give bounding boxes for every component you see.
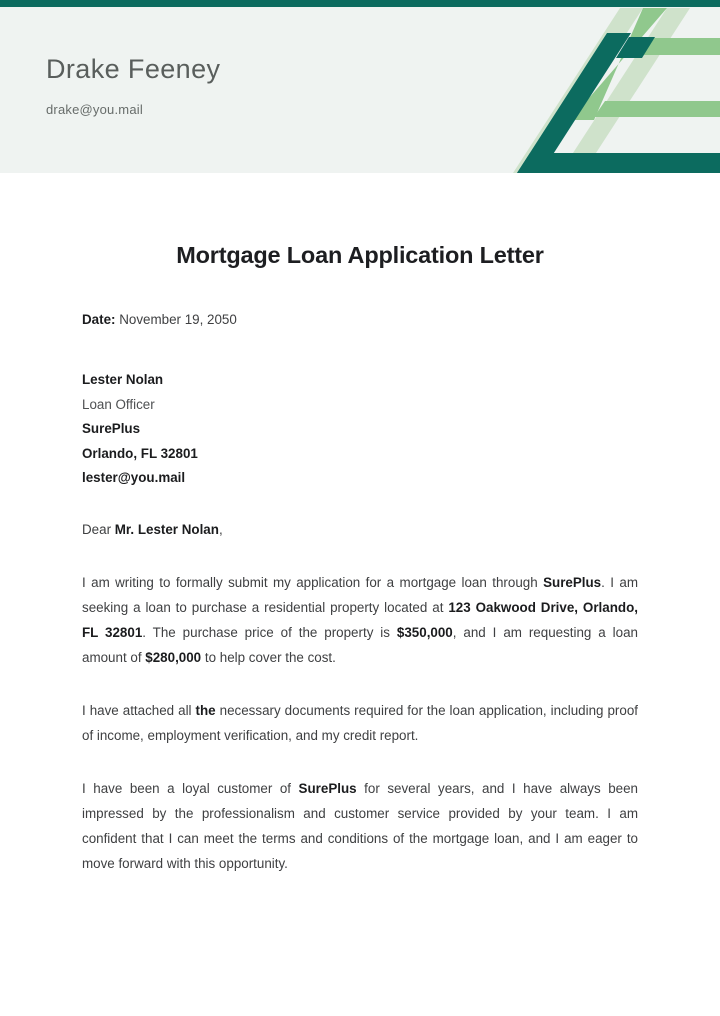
letter-title: Mortgage Loan Application Letter [176,242,544,268]
paragraph-2: I have attached all the necessary documents required for the loan application, including proof of income, employment verification, and my credit report. [82,702,638,743]
date-line [82,311,638,328]
sender-email: drake@you.mail [46,102,143,117]
recipient-company: SurePlus [82,421,141,436]
salutation: Dear Mr. Lester Nolan, [82,521,223,537]
letter-body [0,173,720,876]
date-label: Date: [82,312,116,327]
recipient-address: Orlando, FL 32801 [82,445,198,461]
recipient-role: Loan Officer [82,396,155,412]
header-top-bar [0,0,720,7]
paragraph-3: I have been a loyal customer of SurePlus for several years, and I have always been impressed by the professionalism and customer service provided by your team. I am confident that I can meet the terms and conditions of the mortgage loan, and I am eager to move forward with this opportunity. [82,780,638,871]
brand-stripes-logo-icon [500,0,720,173]
sender-name: Drake Feeney [46,54,221,84]
recipient-email: lester@you.mail [82,470,186,485]
date-value: November 19, 2050 [115,312,237,327]
paragraph-1: I am writing to formally submit my application for a mortgage loan through SurePlus. I am seeking a loan to purchase a residential property located at 123 Oakwood Drive, Orlando, FL 32801. The purchase price of the property is $350,000, and I am requesting a loan amount of $280,000 to help cover the cost. [82,574,639,665]
recipient-block [82,368,638,491]
letterhead [0,0,720,173]
recipient-name: Lester Nolan [82,372,164,387]
sender-block [46,52,220,117]
